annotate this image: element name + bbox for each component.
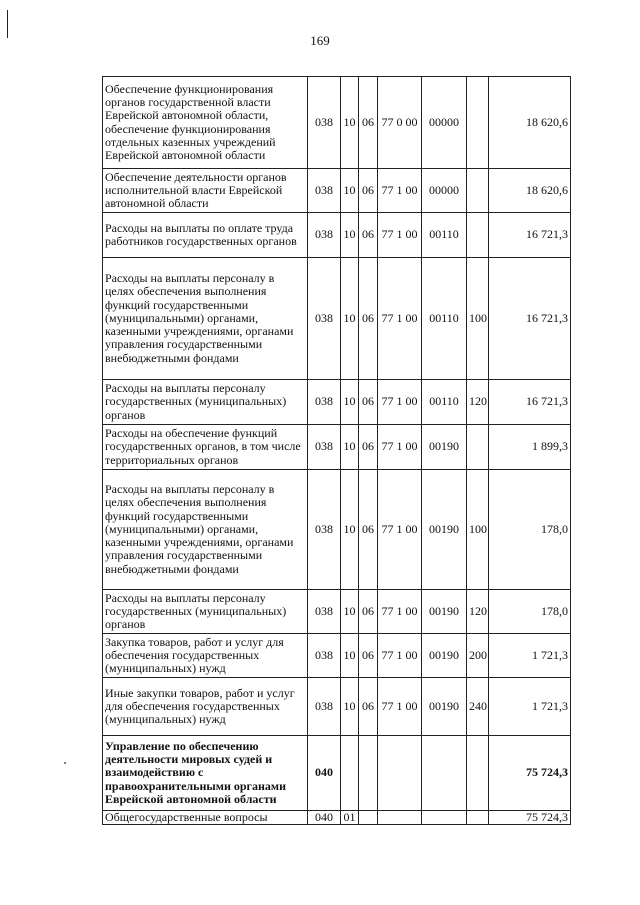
row-section: 01 [341,811,359,825]
row-program: 77 1 00 [378,380,422,425]
row-subsection [359,811,378,825]
row-target: 00190 [422,634,467,678]
row-subsection: 06 [359,380,378,425]
row-amount: 1 899,3 [489,425,571,470]
row-expense-type [467,425,489,470]
row-target: 00110 [422,258,467,380]
row-section: 10 [341,470,359,590]
row-target: 00000 [422,77,467,169]
row-expense-type [467,77,489,169]
row-target: 00000 [422,169,467,213]
row-amount: 16 721,3 [489,380,571,425]
table-row [103,736,571,811]
row-expense-type: 120 [467,380,489,425]
row-code: 040 [308,736,341,811]
row-subsection: 06 [359,470,378,590]
row-section: 10 [341,634,359,678]
row-program [378,811,422,825]
row-code: 038 [308,213,341,258]
row-subsection: 06 [359,258,378,380]
row-name: Обеспечение деятельности органов исполнительной власти Еврейской автономной области [103,169,308,213]
row-name: Общегосударственные вопросы [103,811,308,825]
row-amount: 75 724,3 [489,811,571,825]
scan-speck [64,762,66,764]
row-subsection: 06 [359,425,378,470]
row-name: Иные закупки товаров, работ и услуг для обеспечения государственных (муниципальных) нужд [103,678,308,736]
row-expense-type [467,736,489,811]
row-section [341,736,359,811]
table-row [103,213,571,258]
row-expense-type: 100 [467,470,489,590]
row-target: 00190 [422,425,467,470]
row-name: Закупка товаров, работ и услуг для обеспечения государственных (муниципальных) нужд [103,634,308,678]
row-section: 10 [341,590,359,634]
row-subsection [359,736,378,811]
row-expense-type [467,811,489,825]
row-program: 77 1 00 [378,634,422,678]
row-code: 038 [308,678,341,736]
row-amount: 18 620,6 [489,77,571,169]
row-target: 00110 [422,380,467,425]
row-code: 040 [308,811,341,825]
row-subsection: 06 [359,634,378,678]
row-target: 00190 [422,470,467,590]
row-program: 77 1 00 [378,258,422,380]
row-code: 038 [308,425,341,470]
row-name: Расходы на обеспечение функций государственных органов, в том числе территориальных органов [103,425,308,470]
row-expense-type [467,169,489,213]
row-target: 00190 [422,590,467,634]
row-section: 10 [341,678,359,736]
table-row [103,258,571,380]
row-name: Расходы на выплаты персоналу в целях обеспечения выполнения функций государственными (муниципальными) органами, казенными учреждениями, органами управления государственными внебюджетными фондами [103,258,308,380]
row-subsection: 06 [359,77,378,169]
table-row [103,634,571,678]
row-section: 10 [341,258,359,380]
row-code: 038 [308,380,341,425]
table-row [103,169,571,213]
row-name: Обеспечение функционирования органов государственной власти Еврейской автономной области, обеспечение функционирования отдельных казенных учреждений Еврейской автономной области [103,77,308,169]
row-target: 00110 [422,213,467,258]
row-subsection: 06 [359,169,378,213]
row-program: 77 1 00 [378,470,422,590]
row-expense-type: 100 [467,258,489,380]
row-amount: 1 721,3 [489,634,571,678]
table-row [103,77,571,169]
row-expense-type: 200 [467,634,489,678]
row-program: 77 1 00 [378,213,422,258]
row-program: 77 1 00 [378,169,422,213]
row-amount: 178,0 [489,470,571,590]
row-name: Расходы на выплаты по оплате труда работников государственных органов [103,213,308,258]
table-row [103,380,571,425]
row-section: 10 [341,425,359,470]
row-name: Расходы на выплаты персоналу государственных (муниципальных) органов [103,590,308,634]
table-row [103,678,571,736]
row-amount: 18 620,6 [489,169,571,213]
row-code: 038 [308,634,341,678]
table-row [103,470,571,590]
row-section: 10 [341,380,359,425]
row-section: 10 [341,169,359,213]
row-section: 10 [341,77,359,169]
row-amount: 16 721,3 [489,258,571,380]
row-name: Расходы на выплаты персоналу государственных (муниципальных) органов [103,380,308,425]
row-section: 10 [341,213,359,258]
row-name: Управление по обеспечению деятельности мировых судей и взаимодействию с правоохранительными органами Еврейской автономной области [103,736,308,811]
row-code: 038 [308,258,341,380]
row-expense-type: 240 [467,678,489,736]
row-subsection: 06 [359,213,378,258]
row-program [378,736,422,811]
row-program: 77 0 00 [378,77,422,169]
table-row [103,425,571,470]
row-code: 038 [308,590,341,634]
row-code: 038 [308,470,341,590]
table-row [103,590,571,634]
row-amount: 178,0 [489,590,571,634]
row-expense-type: 120 [467,590,489,634]
row-target [422,811,467,825]
row-name: Расходы на выплаты персоналу в целях обеспечения выполнения функций государственными (муниципальными) органами, казенными учреждениями, органами управления государственными внебюджетными фондами [103,470,308,590]
row-amount: 75 724,3 [489,736,571,811]
row-code: 038 [308,169,341,213]
row-amount: 16 721,3 [489,213,571,258]
table-row [103,811,571,825]
row-program: 77 1 00 [378,678,422,736]
row-expense-type [467,213,489,258]
row-subsection: 06 [359,678,378,736]
row-program: 77 1 00 [378,425,422,470]
row-code: 038 [308,77,341,169]
row-subsection: 06 [359,590,378,634]
budget-table [102,76,571,825]
page-number: 169 [310,33,330,48]
row-target [422,736,467,811]
row-target: 00190 [422,678,467,736]
row-program: 77 1 00 [378,590,422,634]
row-amount: 1 721,3 [489,678,571,736]
